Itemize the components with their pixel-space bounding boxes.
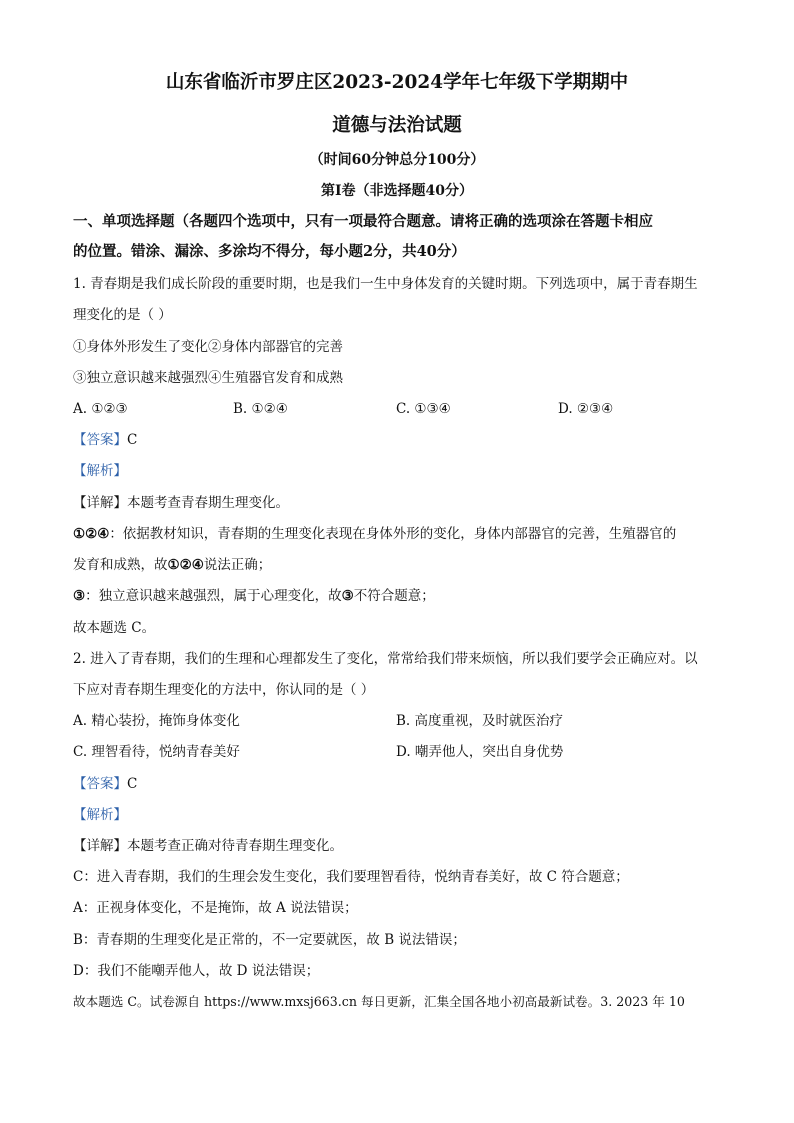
- q1-option-a: A. ①②③: [73, 401, 128, 417]
- explanation-text: 说法正确；: [203, 557, 272, 573]
- q2-explanation-a: A：正视身体变化，不是掩饰，故 A 说法错误；: [73, 900, 358, 916]
- explanation-text: 发育和成熟，故: [73, 557, 168, 573]
- section-instructions-line2: 的位置。错涂、漏涂、多涂均不得分，每小题2分，共40分）: [73, 243, 466, 260]
- q1-option-b: B. ①②④: [233, 401, 288, 417]
- answer-value: C: [127, 432, 138, 448]
- q1-option-c: C. ①③④: [396, 401, 451, 417]
- q1-analysis-tag: 【解析】: [73, 463, 127, 479]
- explanation-mark: ①②④: [167, 557, 204, 573]
- explanation-mark: ①②④: [73, 526, 110, 542]
- q1-option-d: D. ②③④: [558, 401, 614, 417]
- document-title-line1: 山东省临沂市罗庄区2023-2024学年七年级下学期期中: [165, 72, 629, 93]
- q2-detail: [73, 837, 343, 855]
- q2-option-c: C. 理智看待，悦纳青春美好: [73, 744, 240, 760]
- q2-explanation-c: C：进入青春期，我们的生理会发生变化，我们要理智看待，悦纳青春美好，故 C 符合题意；: [73, 869, 629, 885]
- detail-text: 本题考查正确对待青春期生理变化。: [127, 838, 343, 854]
- q2-option-d: D. 嘲弄他人，突出自身优势: [396, 744, 564, 760]
- answer-value: C: [127, 776, 138, 792]
- q1-explanation-line3: [73, 587, 435, 605]
- q1-detail: [73, 494, 289, 512]
- detail-tag: 【详解】: [73, 838, 127, 854]
- detail-text: 本题考查青春期生理变化。: [127, 495, 289, 511]
- q2-explanation-d: D：我们不能嘲弄他人，故 D 说法错误；: [73, 963, 320, 979]
- time-note: （时间60分钟总分100分）: [309, 152, 485, 168]
- q1-stem-line2: 理变化的是（ ）: [73, 307, 172, 323]
- q2-explanation-b: B：青春期的生理变化是正常的，不一定要就医，故 B 说法错误；: [73, 932, 466, 948]
- explanation-text: 不符合题意；: [353, 588, 435, 604]
- document-title-line2: 道德与法治试题: [332, 115, 462, 136]
- q2-stem-line2: 下应对青春期生理变化的方法中，你认同的是（ ）: [73, 682, 375, 698]
- q2-stem-line1: 2. 进入了青春期，我们的生理和心理都发生了变化，常常给我们带来烦恼，所以我们要学会正确应对。以: [73, 651, 698, 667]
- q2-analysis-tag: 【解析】: [73, 807, 127, 823]
- q1-item-line1: ①身体外形发生了变化②身体内部器官的完善: [73, 339, 343, 355]
- q2-option-b: B. 高度重视，及时就医治疗: [396, 713, 564, 729]
- detail-tag: 【详解】: [73, 495, 127, 511]
- q1-answer: [73, 431, 137, 449]
- q2-conclusion: 故本题选 C。试卷源自 https://www.mxsj663.cn 每日更新，汇集全国各地小初高最新试卷。3. 2023 年 10: [73, 994, 685, 1009]
- answer-tag: 【答案】: [73, 776, 127, 792]
- volume-heading: 第Ⅰ卷（非选择题40分）: [320, 183, 474, 199]
- explanation-text: ：依据教材知识，青春期的生理变化表现在身体外形的变化，身体内部器官的完善，生殖器官的: [109, 526, 677, 542]
- explanation-text: ：独立意识越来越强烈，属于心理变化，故: [85, 588, 342, 604]
- explanation-mark: ③: [341, 588, 354, 604]
- q1-explanation-line1: [73, 525, 676, 543]
- q2-answer: [73, 775, 137, 793]
- q1-item-line2: ③独立意识越来越强烈④生殖器官发育和成熟: [73, 370, 343, 386]
- section-instructions-line1: 一、单项选择题（各题四个选项中，只有一项最符合题意。请将正确的选项涂在答题卡相应: [73, 213, 653, 230]
- answer-tag: 【答案】: [73, 432, 127, 448]
- q1-explanation-line2: [73, 556, 271, 574]
- q1-conclusion: 故本题选 C。: [73, 620, 156, 636]
- q1-stem-line1: 1. 青春期是我们成长阶段的重要时期，也是我们一生中身体发育的关键时期。下列选项中，属于青春期生: [73, 276, 698, 292]
- explanation-mark: ③: [73, 588, 86, 604]
- q2-option-a: A. 精心装扮，掩饰身体变化: [73, 713, 240, 729]
